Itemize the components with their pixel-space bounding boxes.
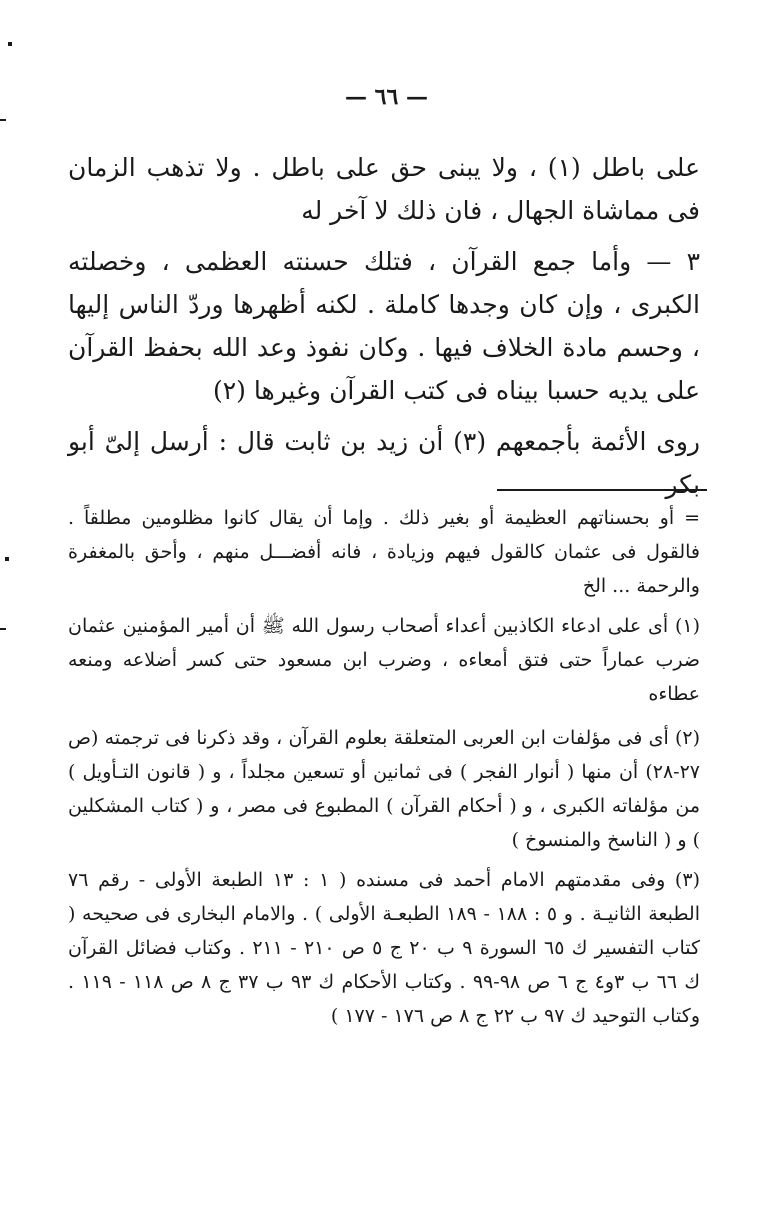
scan-mark: [0, 119, 6, 121]
scan-mark: [8, 42, 12, 46]
footnote-continuation: = أو بحسناتهم العظيمة أو بغير ذلك . وإما أن يقال كانوا مظلومين مطلقاً . فالقول فى عثمان كالقول فيهم وزيادة ، فانه أفضـــل منهم ، وأحق بالمغفرة والرحمة ... الخ: [68, 507, 700, 597]
main-text: [68, 146, 700, 514]
footnote-1: (١) أى على ادعاء الكاذبين أعداء أصحاب رسول الله ﷺ أن أمير المؤمنين عثمان ضرب عماراً حتى فتق أمعاءه ، وضرب ابن مسعود حتى كسر أضلاعه ومنعه عطاءه: [68, 615, 700, 705]
scan-mark: [5, 557, 9, 561]
footnote-2: (٢) أى فى مؤلفات ابن العربى المتعلقة بعلوم القرآن ، وقد ذكرنا فى ترجمته (ص ٢٧-٢٨) أن منها ( أنوار الفجر ) فى ثمانين أو تسعين مجلداً ، و ( قانون التـأويل ) من مؤلفاته الكبرى ، و ( أحكام القرآن ) المطبوع فى مصر ، و ( كتاب المشكلين ) و ( الناسخ والمنسوخ ): [68, 727, 700, 851]
page-number: — ٦٦ —: [345, 84, 428, 110]
body-paragraph: روى الأئمة بأجمعهم (٣) أن زيد بن ثابت قال : أرسل إلىّ أبو بكر: [68, 427, 701, 499]
body-paragraph: ٣ — وأما جمع القرآن ، فتلك حسنته العظمى ، وخصلته الكبرى ، وإن كان وجدها كاملة . لكنه أظهرها وردّ الناس إليها ، وحسم مادة الخلاف فيها . وكان نفوذ وعد الله بحفظ القرآن على يديه حسبا بيناه فى كتب القرآن وغيرها (٢): [68, 247, 701, 405]
footnote-3: (٣) وفى مقدمتهم الامام أحمد فى مسنده ( ١ : ١٣ الطبعة الأولى - رقم ٧٦ الطبعة الثانيـة . و ٥ : ١٨٨ - ١٨٩ الطبعـة الأولى ) . والامام البخارى فى صحيحه ( كتاب التفسير ك ٦٥ السورة ٩ ب ٢٠ ج ٥ ص ٢١٠ - ٢١١ . وكتاب فضائل القرآن ك ٦٦ ب ٣و٤ ج ٦ ص ٩٨-٩٩ . وكتاب الأحكام ك ٩٣ ب ٣٧ ج ٨ ص ١١٨ - ١١٩ . وكتاب التوحيد ك ٩٧ ب ٢٢ ج ٨ ص ١٧٦ - ١٧٧ ): [68, 869, 701, 1027]
footnotes: [68, 501, 700, 1039]
footnote-divider: [497, 489, 707, 491]
scan-mark: [0, 628, 6, 630]
body-paragraph: على باطل (١) ، ولا يبنى حق على باطل . ولا تذهب الزمان فى مماشاة الجهال ، فان ذلك لا آخر له: [68, 153, 701, 225]
